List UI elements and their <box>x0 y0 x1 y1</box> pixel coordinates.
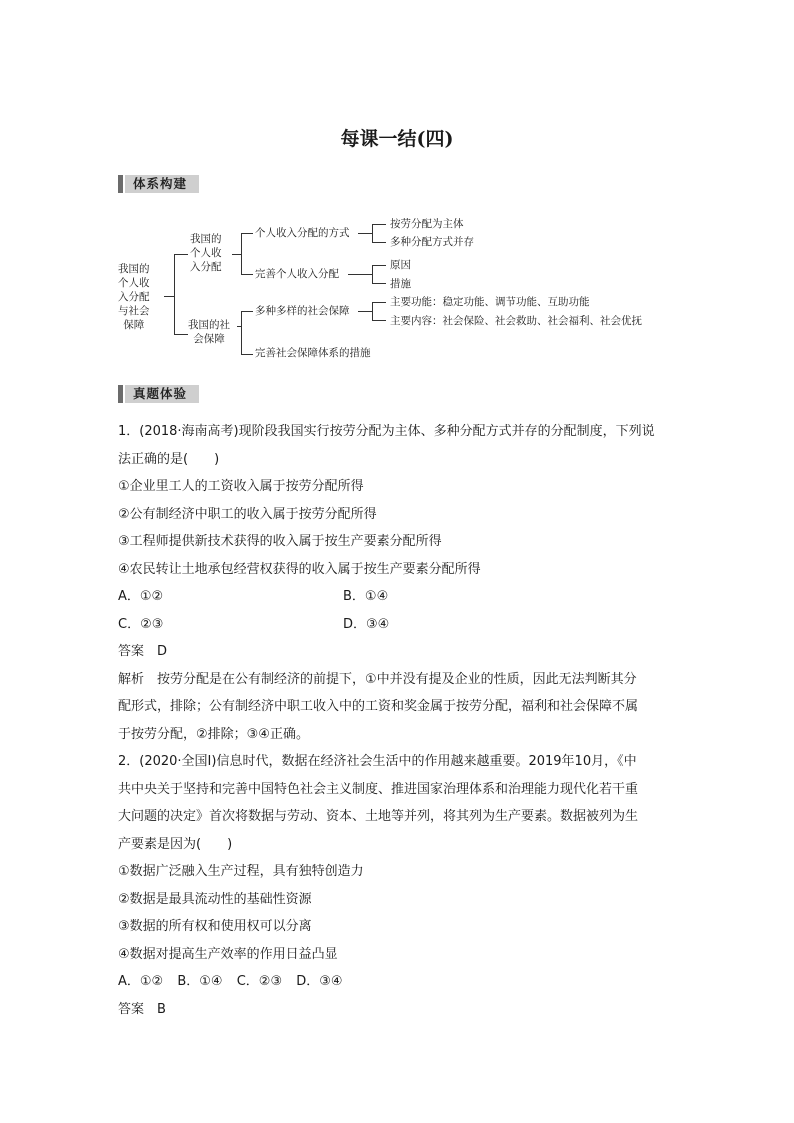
section-header-exam <box>118 384 199 404</box>
diagram-security-types: 多种多样的社会保障 <box>255 305 350 317</box>
analysis: 解析 按劳分配是在公有制经济的前提下，①中并没有提及企业的性质，因此无法判断其分 <box>118 671 637 687</box>
diagram-security-contents: 主要内容：社会保险、社会救助、社会福利、社会优抚 <box>390 315 642 327</box>
statement-item: ②公有制经济中职工的收入属于按劳分配所得 <box>118 506 377 522</box>
page-title: 每课一结(四) <box>340 128 454 150</box>
section-header-bar <box>118 385 123 403</box>
option-c: C．②③ <box>236 974 283 989</box>
statement-item: ①数据广泛融入生产过程，具有独特创造力 <box>118 864 364 879</box>
diagram-security-measures: 完善社会保障体系的措施 <box>255 347 371 359</box>
statement-item: ④农民转让土地承包经营权获得的收入属于按生产要素分配所得 <box>118 561 481 577</box>
options-row <box>118 968 678 996</box>
section-header-label: 真题体验 <box>125 385 199 403</box>
option-b: B．①④ <box>343 589 389 604</box>
answer: 答案 B <box>118 1001 166 1017</box>
option-c: C．②③ <box>118 616 164 632</box>
diagram-security-functions: 主要功能：稳定功能、调节功能、互助功能 <box>390 296 590 308</box>
question-2 <box>118 748 678 1023</box>
diagram-branch-security: 我国的社 会保障 <box>188 319 230 345</box>
options-row <box>118 611 678 639</box>
statement-item: ④数据对提高生产效率的作用日益凸显 <box>118 946 338 962</box>
concept-diagram <box>0 0 794 380</box>
diagram-income-method-1: 按劳分配为主体 <box>390 218 464 230</box>
diagram-income-methods: 个人收入分配的方式 <box>255 227 350 239</box>
option-b: B．①④ <box>177 974 223 989</box>
option-d: D．③④ <box>296 974 343 989</box>
answer: 答案 D <box>118 644 168 659</box>
diagram-improve-measure: 措施 <box>390 278 411 290</box>
option-d: D．③④ <box>343 616 390 632</box>
diagram-branch-income: 我国的 个人收 入分配 <box>190 233 222 273</box>
diagram-improve-income: 完善个人收入分配 <box>255 268 339 280</box>
statement-item: ③工程师提供新技术获得的收入属于按生产要素分配所得 <box>118 534 442 549</box>
section-header-label: 体系构建 <box>125 175 199 193</box>
statement-item: ①企业里工人的工资收入属于按劳分配所得 <box>118 479 364 494</box>
statement-item: ③数据的所有权和使用权可以分离 <box>118 919 312 934</box>
question-stem: 1．(2018·海南高考)现阶段我国实行按劳分配为主体、多种分配方式并存的分配制度，下列说 <box>118 424 655 439</box>
analysis: 于按劳分配，②排除；③④正确。 <box>118 726 309 742</box>
question-stem: 共中央关于坚持和完善中国特色社会主义制度、推进国家治理体系和治理能力现代化若干重 <box>118 781 639 797</box>
options-row <box>118 583 678 611</box>
diagram-improve-reason: 原因 <box>390 259 411 271</box>
option-a: A．①② <box>118 974 164 989</box>
question-1 <box>118 418 678 748</box>
option-a: A．①② <box>118 589 164 604</box>
question-stem: 2．(2020·全国Ⅰ)信息时代，数据在经济社会生活中的作用越来越重要。2019年10月，《中 <box>118 754 637 769</box>
statement-item: ②数据是最具流动性的基础性资源 <box>118 891 312 907</box>
diagram-root: 我国的 个人收 入分配 与社会 保障 <box>118 263 150 331</box>
question-stem: 法正确的是( ) <box>118 451 220 467</box>
question-stem: 大问题的决定》首次将数据与劳动、资本、土地等并列，将其列为生产要素。数据被列为生 <box>118 809 639 824</box>
question-stem: 产要素是因为( ) <box>118 836 233 852</box>
analysis: 配形式，排除；公有制经济中职工收入中的工资和奖金属于按劳分配，福利和社会保障不属 <box>118 699 639 714</box>
diagram-income-method-2: 多种分配方式并存 <box>390 236 474 248</box>
